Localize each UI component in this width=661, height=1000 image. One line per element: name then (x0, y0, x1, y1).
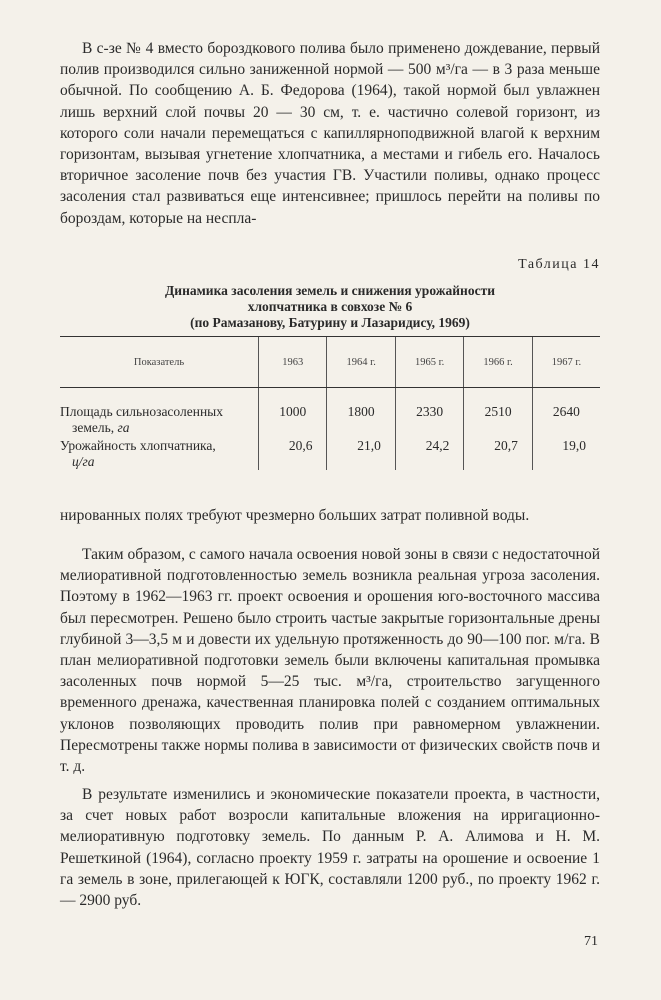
table-cell: 19,0 (532, 436, 600, 470)
table-cell: 2330 (395, 388, 463, 437)
table-cell: 20,7 (464, 436, 532, 470)
page-number: 71 (584, 934, 598, 949)
table-header-cell: Показатель (60, 337, 259, 388)
table-title-line1: Динамика засоления земель и снижения урожайности (165, 283, 495, 298)
paragraph-continuation: нированных полях требуют чрезмерно больших затрат поливной воды. (60, 507, 530, 524)
table-header-cell: 1964 г. (327, 337, 395, 388)
table-cell: 2640 (532, 388, 600, 437)
row-label-line1: Урожайность хлопчатника, (60, 438, 216, 453)
table-cell: 1800 (327, 388, 395, 437)
table-cell: 21,0 (327, 436, 395, 470)
row-label (60, 436, 259, 470)
table-title-line3: (по Рамазанову, Батурину и Лазаридису, 1969) (190, 315, 470, 330)
table-header-cell: 1963 (259, 337, 327, 388)
paragraph-reclamation: Таким образом, с самого начала освоения новой зоны в связи с недостаточной мелиоративной подготовленностью земель возникла реальная угроза засоления. Поэтому в 1962—1963 гг. проект освоения и орошения юго-восточного массива был пересмотрен. Решено было строить частые закрытые горизонтальные дрены глубиной 3—3,5 м и довести их удельную протяженность до 90—100 пог. м/га. В план мелиоративной подготовки земель были включены капитальная промывка засоленных почв нормой 5—25 тыс. м³/га, строительство загущенного временного дренажа, качественная планировка полей с созданием оптимальных уклонов позволяющих проводить полив при равномерном увлажнении. Пересмотрены также нормы полива в зависимости от физических свойств почв и т. д. (60, 546, 600, 776)
table-row (60, 388, 600, 437)
table-cell: 2510 (464, 388, 532, 437)
table-header-cell: 1965 г. (395, 337, 463, 388)
table-header-cell: 1966 г. (464, 337, 532, 388)
table-row (60, 436, 600, 470)
salinization-table (60, 336, 600, 470)
table-label: Таблица 14 (518, 257, 600, 272)
row-label (60, 388, 259, 437)
table-cell: 1000 (259, 388, 327, 437)
row-label-line1: Площадь сильнозасоленных (60, 404, 223, 419)
table-cell: 24,2 (395, 436, 463, 470)
table-title-line2: хлопчатника в совхозе № 6 (247, 299, 413, 314)
table-title (60, 283, 600, 331)
row-unit: ц/га (72, 454, 95, 469)
row-unit: га (117, 420, 130, 435)
table-cell: 20,6 (259, 436, 327, 470)
table-header-cell: 1967 г. (532, 337, 600, 388)
row-label-text: земель, (72, 420, 115, 435)
table-header-row (60, 337, 600, 388)
paragraph-intro: В с-зе № 4 вместо бороздкового полива было применено дождевание, первый полив производился сильно заниженной нормой — 500 м³/га — в 3 раза меньше обычной. По сообщению А. Б. Федорова (1964), такой нормой был увлажнен лишь верхний слой почвы 20 — 30 см, т. е. частично солевой горизонт, из которого соли начали перемещаться с капиллярноподвижной влагой к верхним горизонтам, вызывая угнетение хлопчатника, а местами и гибель его. Началось вторичное засоление почв без участия ГВ. Участили поливы, однако процесс засоления стал развиваться еще интенсивнее; пришлось перейти на поливы по бороздам, которые на неспла- (60, 40, 600, 227)
row-label-line2 (60, 420, 252, 436)
paragraph-economics: В результате изменились и экономические показатели проекта, в частности, за счет новых работ возросли капитальные вложения на ирригационно-мелиоративную подготовку земель. По данным Р. А. Алимова и Н. М. Решеткиной (1964), согласно проекту 1959 г. затраты на орошение и освоение 1 га земель в зоне, прилегающей к ЮГК, составляли 1200 руб., по проекту 1962 г.— 2900 руб. (60, 786, 600, 910)
